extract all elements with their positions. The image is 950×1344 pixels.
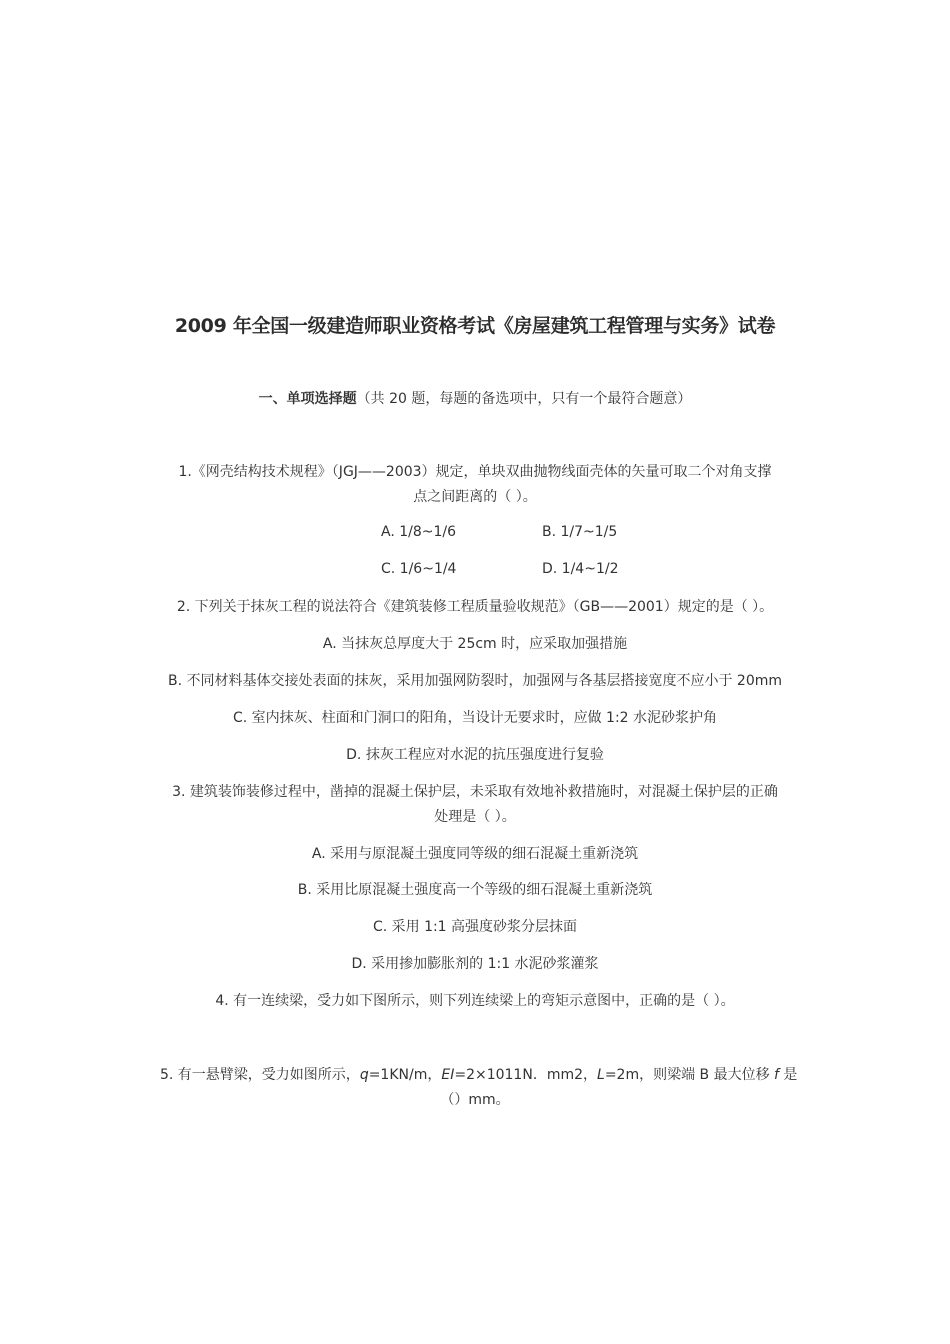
section-heading [0,388,950,408]
q1-options-row2 [0,561,950,581]
q2-option-d: D. 抹灰工程应对水泥的抗压强度进行复验 [346,747,604,763]
q3-option-b: B. 采用比原混凝土强度高一个等级的细石混凝土重新浇筑 [297,882,653,898]
q5-stem-line2: （）mm。 [440,1092,510,1108]
q5-text-1: 5. 有一悬臂梁，受力如图所示， [160,1067,360,1083]
q1-option-d: D. 1/4~1/2 [542,561,619,577]
q5-text-5: 是 [778,1067,798,1083]
q1-stem-line1: 1.《网壳结构技术规程》（JGJ——2003）规定，单块双曲抛物线面壳体的矢量可取二个对角支撑 [178,464,772,480]
q5-var-f: f [774,1067,779,1083]
q1-option-b: B. 1/7~1/5 [542,524,618,540]
q5-var-l: L [597,1067,605,1083]
section-note: （共 20 题，每题的备选项中，只有一个最符合题意） [356,391,692,407]
q4-stem: 4. 有一连续梁，受力如下图所示，则下列连续梁上的弯矩示意图中，正确的是（ ）。 [215,993,735,1009]
q5-var-q: q [359,1067,369,1083]
q5-var-ei: EI [441,1067,455,1083]
q2-option-c: C. 室内抹灰、柱面和门洞口的阳角，当设计无要求时，应做 1:2 水泥砂浆护角 [232,710,718,726]
q3-option-d: D. 采用掺加膨胀剂的 1:1 水泥砂浆灌浆 [351,956,599,972]
q1-options-row1 [0,524,950,544]
q3-option-a: A. 采用与原混凝土强度同等级的细石混凝土重新浇筑 [311,846,639,862]
q2-option-a: A. 当抹灰总厚度大于 25cm 时，应采取加强措施 [322,636,628,652]
q5-stem-line1 [160,1063,798,1088]
q1-option-c: C. 1/6~1/4 [381,561,457,577]
q5-text-2: =1KN/m， [368,1067,442,1083]
q3-stem-line2: 处理是（ ）。 [434,809,516,825]
q1-option-a: A. 1/8~1/6 [381,524,457,540]
q3-stem-line1: 3. 建筑装饰装修过程中，凿掉的混凝土保护层，未采取有效地补救措施时，对混凝土保护层的正确 [172,784,778,800]
exam-title: 2009 年全国一级建造师职业资格考试《房屋建筑工程管理与实务》试卷 [174,315,776,337]
q3-option-c: C. 采用 1:1 高强度砂浆分层抹面 [372,919,578,935]
section-title: 一、单项选择题 [258,391,357,407]
q1-stem-line2: 点之间距离的（ ）。 [413,489,537,505]
q5-text-3: =2×1011N．mm2， [454,1067,597,1083]
q2-stem: 2. 下列关于抹灰工程的说法符合《建筑装修工程质量验收规范》（GB——2001）规定的是（ ）。 [176,599,774,615]
q2-option-b: B. 不同材料基体交接处表面的抹灰，采用加强网防裂时，加强网与各基层搭接宽度不应小于 20mm [167,673,783,689]
q5-text-4: =2m，则梁端 B 最大位移 [604,1067,775,1083]
